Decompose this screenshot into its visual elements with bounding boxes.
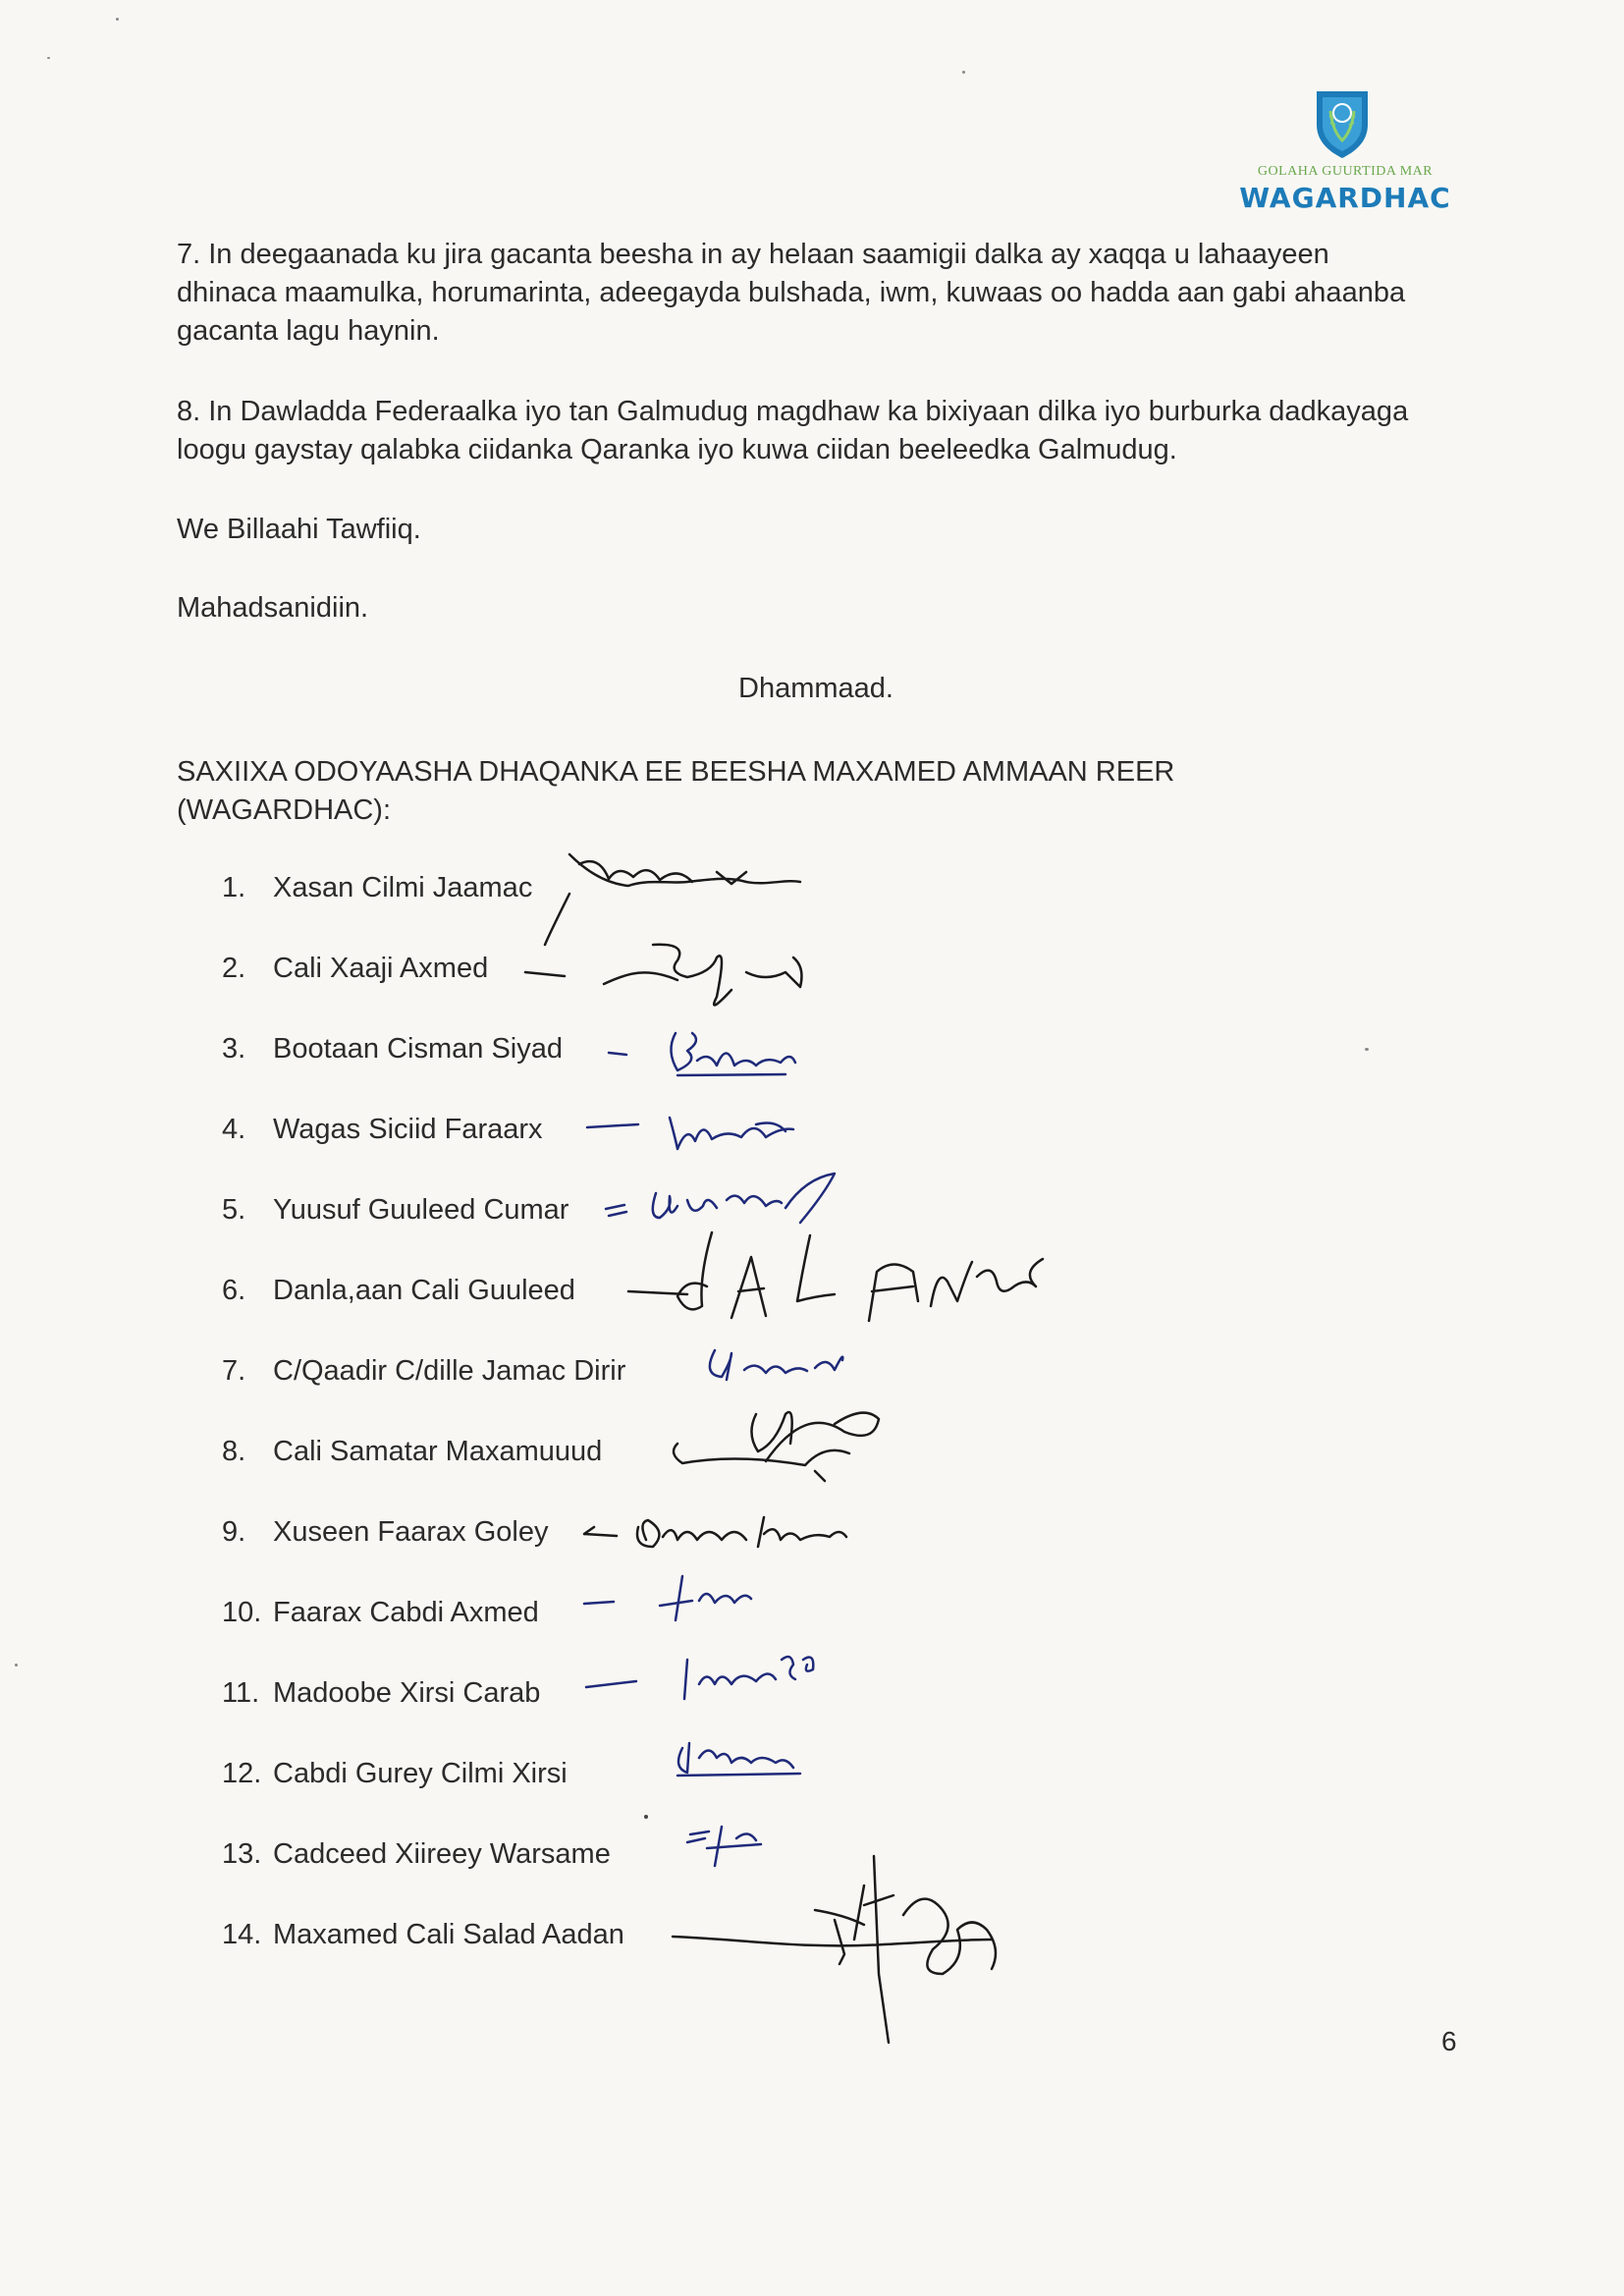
signatory-number: 5. [222, 1194, 246, 1226]
signatory-name: Wagas Siciid Faraarx [273, 1114, 543, 1145]
signatory-number: 8. [222, 1436, 246, 1467]
scan-speck [1365, 1048, 1369, 1051]
signature-3 [609, 1033, 795, 1075]
signatory-number: 6. [222, 1275, 246, 1306]
signatory-number: 7. [222, 1355, 246, 1387]
signatory-name: Faarax Cabdi Axmed [273, 1597, 539, 1628]
signatory-name: Danla,aan Cali Guuleed [273, 1275, 575, 1306]
signatory-item [222, 1597, 539, 1629]
scan-speck [644, 1815, 648, 1819]
scan-speck [47, 57, 50, 59]
signature-13 [687, 1827, 761, 1866]
signatory-name: Cabdi Gurey Cilmi Xirsi [273, 1758, 568, 1789]
logo-title: WAGARDHAC [1239, 182, 1451, 214]
signatory-item [222, 1758, 568, 1790]
closing-blessing: We Billaahi Tawfiiq. [177, 514, 421, 545]
signatory-number: 1. [222, 872, 246, 903]
point-7-paragraph: 7. In deegaanada ku jira gacanta beesha in ay helaan saamigii dalka ay xaqqa u lahaayeen dhinaca maamulka, horumarinta, adeegayda bulshada, iwm, kuwaas oo hadda aan gabi ahaanba gacanta lagu haynin. [177, 239, 1406, 347]
signatory-item [222, 953, 488, 985]
signatory-item [222, 1677, 540, 1710]
signatories-heading: SAXIIXA ODOYAASHA DHAQANKA EE BEESHA MAXAMED AMMAAN REER (WAGARDHAC): [177, 756, 1175, 826]
signatory-number: 3. [222, 1033, 246, 1065]
scan-speck [15, 1664, 18, 1667]
signatory-name: Xasan Cilmi Jaamac [273, 872, 533, 903]
signatory-number: 14. [222, 1919, 262, 1950]
signatory-item [222, 1114, 543, 1146]
signatory-number: 4. [222, 1114, 246, 1145]
page-number: 6 [1441, 2026, 1457, 2056]
point-8-paragraph: 8. In Dawladda Federaalka iyo tan Galmudug magdhaw ka bixiyaan dilka iyo burburka dadkayaga loogu gaystay qalabka ciidanka Qaranka iyo kuwa ciidan beeleedka Galmudug. [177, 396, 1409, 465]
signatory-item [222, 1516, 548, 1549]
signatory-item [222, 1275, 575, 1307]
signatory-name: Cali Xaaji Axmed [273, 953, 489, 984]
signatory-item [222, 1355, 625, 1388]
signatory-item [222, 1194, 568, 1227]
closing-thanks: Mahadsanidiin. [177, 592, 369, 624]
signatory-name: C/Qaadir C/dille Jamac Dirir [273, 1355, 626, 1387]
signature-7 [710, 1350, 842, 1380]
signature-2 [525, 945, 801, 1006]
signatory-name: Cali Samatar Maxamuuud [273, 1436, 603, 1467]
signature-9 [584, 1517, 846, 1547]
signatory-number: 11. [222, 1677, 260, 1709]
signatory-name: Cadceed Xiireey Warsame [273, 1838, 611, 1870]
end-marker: Dhammaad. [738, 673, 893, 704]
signatory-name: Maxamed Cali Salad Aadan [273, 1919, 624, 1950]
signature-4 [587, 1118, 793, 1149]
signature-5 [606, 1174, 835, 1223]
signatory-number: 13. [222, 1838, 262, 1870]
signatory-name: Xuseen Faarax Goley [273, 1516, 549, 1548]
signatory-item [222, 1033, 563, 1066]
signatory-item [222, 1436, 602, 1468]
signature-1 [545, 854, 800, 945]
shield-emblem-icon [1303, 83, 1381, 162]
signatory-item [222, 1838, 611, 1871]
signature-14 [673, 1856, 996, 2043]
signature-11 [586, 1657, 813, 1699]
signatory-number: 12. [222, 1758, 262, 1789]
signature-8 [674, 1412, 879, 1481]
signatory-name: Yuusuf Guuleed Cumar [273, 1194, 569, 1226]
organization-logo [1232, 83, 1458, 221]
signature-12 [677, 1743, 800, 1776]
signatory-name: Madoobe Xirsi Carab [273, 1677, 541, 1709]
signatory-number: 10. [222, 1597, 262, 1628]
scan-speck [962, 71, 965, 74]
signatory-item [222, 872, 532, 904]
scan-speck [116, 18, 119, 21]
signatory-number: 2. [222, 953, 246, 984]
signature-6 [628, 1232, 1043, 1321]
signatory-name: Bootaan Cisman Siyad [273, 1033, 563, 1065]
signatory-item [222, 1919, 624, 1951]
signature-10 [584, 1576, 751, 1620]
logo-subtitle: GOLAHA GUURTIDA MAR [1257, 164, 1434, 179]
signatory-number: 9. [222, 1516, 246, 1548]
